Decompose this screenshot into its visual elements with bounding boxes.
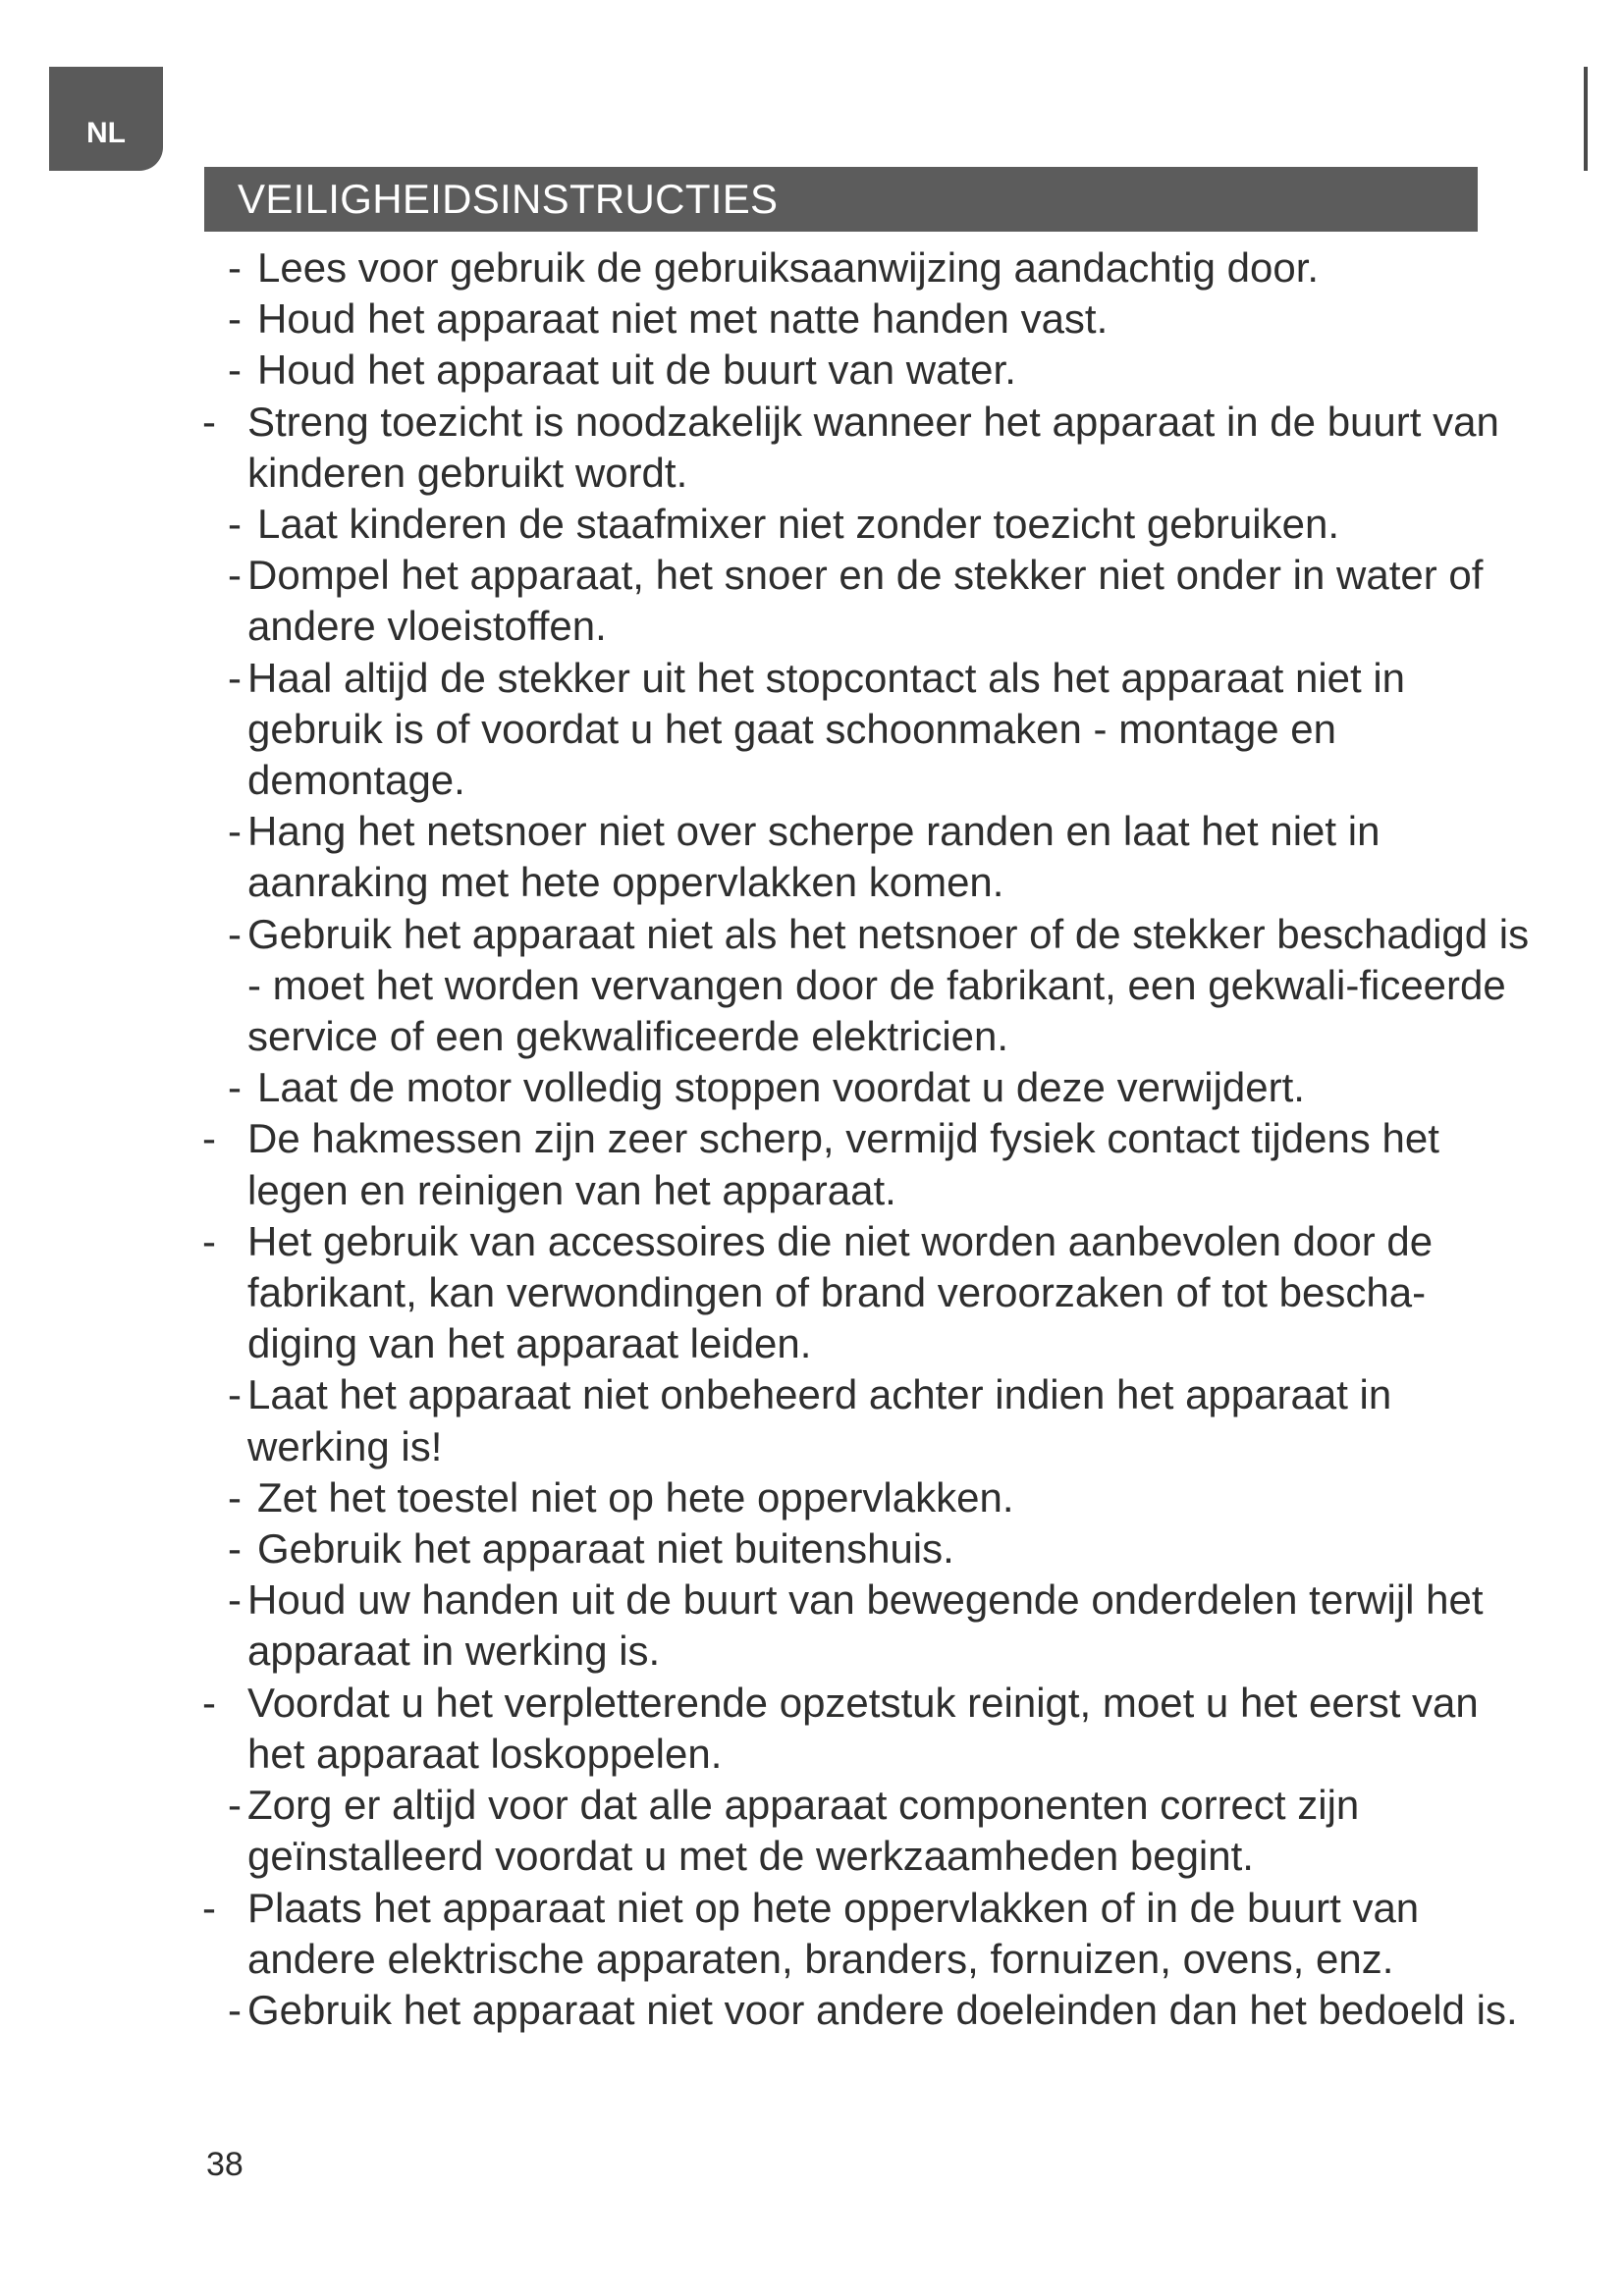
list-item: - Laat de motor volledig stoppen voordat u deze verwijdert. (228, 1064, 1305, 1111)
list-item: - Laat kinderen de staafmixer niet zonder toezicht gebruiken. (228, 501, 1339, 548)
section-title: VEILIGHEIDSINSTRUCTIES (204, 167, 1478, 232)
list-item: - Houd het apparaat niet met natte handen vast. (228, 295, 1109, 343)
list-item: - Lees voor gebruik de gebruiksaanwijzing aandachtig door. (228, 244, 1320, 291)
list-item: - Gebruik het apparaat niet als het netsnoer of de stekker beschadigd is - moet het worden vervangen door de fabrikant, een gekwali-ficeerde service of een gekwalificeerde elektricien. (228, 910, 1530, 1060)
list-item: - Dompel het apparaat, het snoer en de stekker niet onder in water of andere vloeistoffen. (228, 552, 1484, 650)
list-item: - Streng toezicht is noodzakelijk wanneer het apparaat in de buurt van kinderen gebruikt wordt. (202, 398, 1499, 496)
language-tab: NL (49, 67, 163, 171)
list-item: - Plaats het apparaat niet op hete oppervlakken of in de buurt van andere elektrische apparaten, branders, fornuizen, ovens, enz. (202, 1884, 1420, 1982)
list-item: - Houd het apparaat uit de buurt van water. (228, 347, 1016, 394)
list-item: - Voordat u het verpletterende opzetstuk reinigt, moet u het eerst van het apparaat loskoppelen. (202, 1679, 1479, 1777)
list-item: - Hang het netsnoer niet over scherpe randen en laat het niet in aanraking met hete oppervlakken komen. (228, 808, 1380, 906)
list-item: - Haal altijd de stekker uit het stopcontact als het apparaat niet in gebruik is of voordat u het gaat schoonmaken - montage en demontage. (228, 654, 1406, 804)
list-item: - Laat het apparaat niet onbeheerd achter indien het apparaat in werking is! (228, 1371, 1392, 1469)
list-item: - Gebruik het apparaat niet voor andere doeleinden dan het bedoeld is. (228, 1986, 1518, 2033)
list-item: - Zet het toestel niet op hete oppervlakken. (228, 1473, 1014, 1521)
list-item: - De hakmessen zijn zeer scherp, vermijd fysiek contact tijdens het legen en reinigen van het apparaat. (202, 1115, 1439, 1213)
safety-instructions-list (196, 242, 1532, 2036)
list-item: - Gebruik het apparaat niet buitenshuis. (228, 1525, 954, 1573)
list-item: - Houd uw handen uit de buurt van bewegende onderdelen terwijl het apparaat in werking is. (228, 1576, 1484, 1675)
list-item: - Het gebruik van accessoires die niet worden aanbevolen door de fabrikant, kan verwondingen of brand veroorzaken of tot bescha-diging van het apparaat leiden. (202, 1217, 1434, 1367)
page-number: 38 (206, 2146, 244, 2183)
margin-rule (1584, 67, 1588, 171)
list-item: - Zorg er altijd voor dat alle apparaat componenten correct zijn geïnstalleerd voordat u met de werkzaamheden begint. (228, 1782, 1360, 1880)
